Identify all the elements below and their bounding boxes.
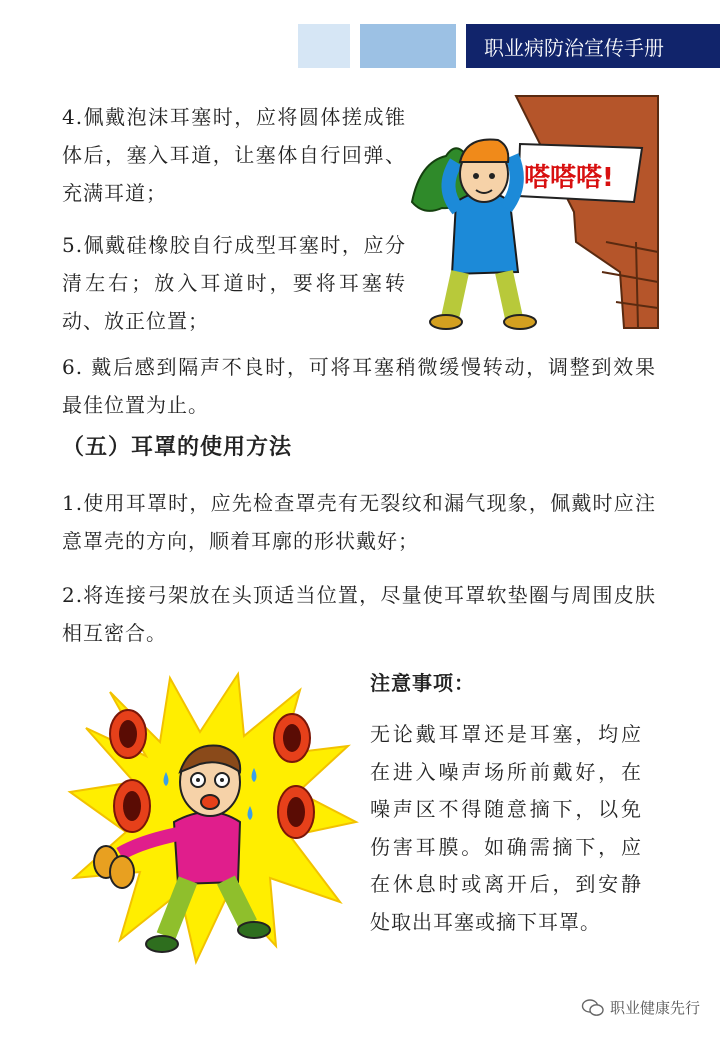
- header-decor-light: [298, 24, 350, 68]
- step-4-text: 4.佩戴泡沫耳塞时，应将圆体搓成锥体后，塞入耳道，让塞体自行回弹、充满耳道；: [62, 105, 406, 205]
- earmuff-item-2: 2.将连接弓架放在头顶适当位置，尽量使耳罩软垫圈与周围皮肤相互密合。: [62, 583, 656, 645]
- earmuff-item-1: 1.使用耳罩时，应先检查罩壳有无裂纹和漏气现象，佩戴时应注意罩壳的方向，顺着耳廓的形状戴好；: [62, 491, 656, 553]
- step-5-text: 5.佩戴硅橡胶自行成型耳塞时，应分清左右；放入耳道时，要将耳塞转动、放正位置；: [62, 233, 406, 333]
- notice-title: 注意事项：: [370, 671, 475, 695]
- step-6-text: 6. 戴后感到隔声不良时，可将耳塞稍微缓慢转动，调整到效果最佳位置为止。: [62, 355, 656, 417]
- header-title: 职业病防治宣传手册: [466, 24, 720, 68]
- sound-effect-text: 嗒嗒嗒!: [524, 163, 614, 193]
- notice-body: 无论戴耳罩还是耳塞，均应在进入噪声场所前戴好，在噪声区不得随意摘下，以免伤害耳膜。如确需摘下，应在休息时或离开后，到安静处取出耳塞或摘下耳罩。: [370, 722, 642, 934]
- illustration-earplug-man: [406, 92, 660, 332]
- header-decor-mid: [360, 24, 456, 68]
- watermark: [582, 997, 700, 1018]
- section-heading: （五）耳罩的使用方法: [62, 435, 293, 460]
- illustration-noise-man: [70, 672, 360, 972]
- wechat-icon: [582, 999, 604, 1017]
- watermark-text: 职业健康先行: [609, 999, 700, 1017]
